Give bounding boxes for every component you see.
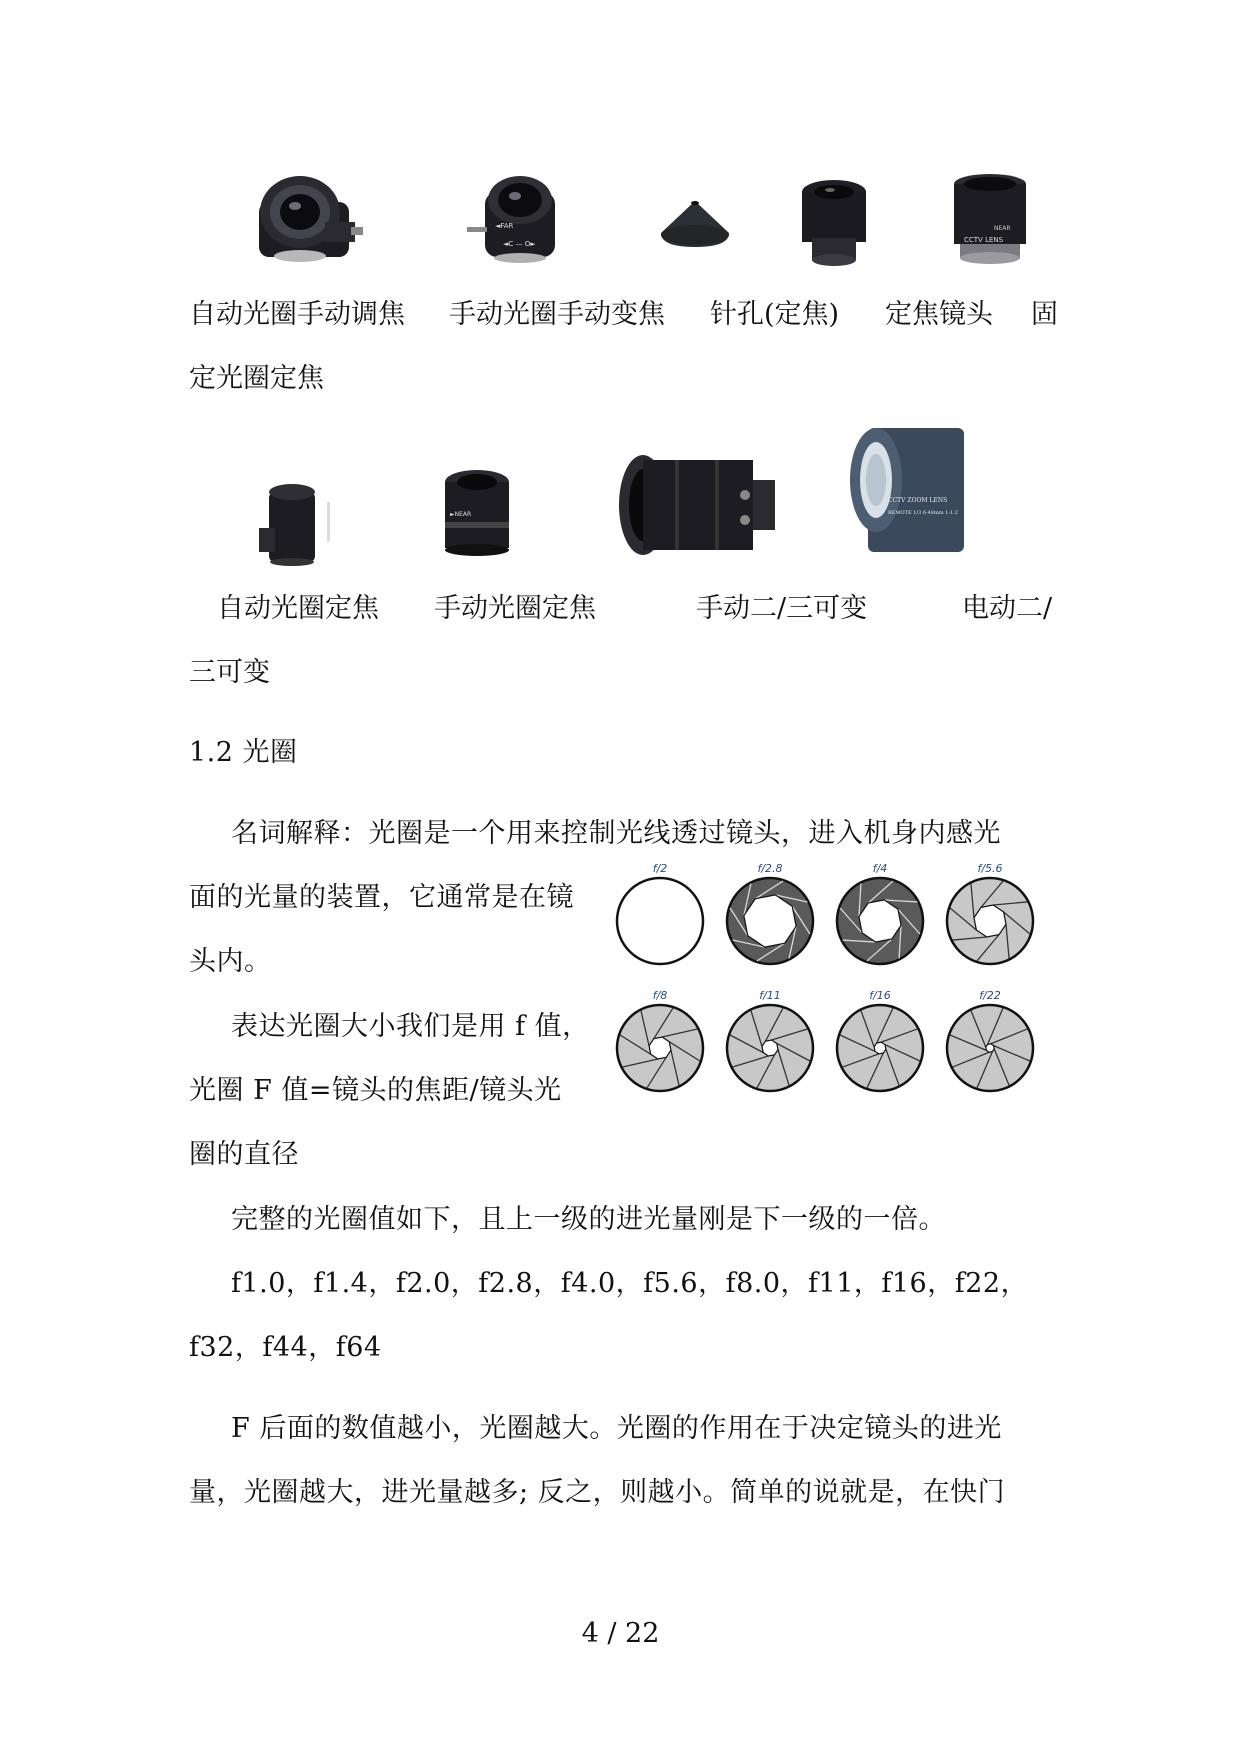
caption-pinhole: 针孔(定焦) [710,299,840,330]
aperture-f-2-8 [725,862,815,970]
aperture-label: f/22 [979,989,1001,1002]
cctv-lens-marking: CCTV LENS [964,236,1004,244]
caption-fixed-focus: 定焦镜头 [885,299,993,330]
manual-varifocal-lens-image [615,450,785,560]
pinhole-lens-image [655,195,735,255]
caption-fixed-iris-part2: 定光圈定焦 [189,363,324,394]
paragraph-definition-line3: 头内。 [189,946,272,977]
caption-motorized-varifocal-part2: 三可变 [189,657,270,688]
paragraph-fvalue-line1: 表达光圈大小我们是用 f 值， [231,1011,590,1042]
aperture-f-11 [725,989,815,1097]
motorized-varifocal-lens-image [848,420,968,560]
fixed-iris-fixed-focus-lens-image [950,172,1030,267]
far-marking: ◄FAR [495,222,514,230]
caption-manual-varifocal: 手动二/三可变 [696,593,868,624]
zoom-lens-marking-1: CCTV ZOOM LENS [888,497,948,504]
aperture-label: f/4 [872,862,888,875]
aperture-f-4 [835,862,925,970]
fixed-focus-lens-image [798,178,870,268]
manual-iris-fixed-focus-lens-image [440,468,515,558]
aperture-f-2 [615,862,705,970]
section-heading: 1.2 光圈 [189,737,298,768]
f-values-line1: f1.0，f1.4，f2.0，f2.8，f4.0，f5.6，f8.0，f11，f16，f22， [231,1268,1029,1299]
caption-motorized-varifocal-part1: 电动二/ [962,593,1053,624]
paragraph-definition-line2: 面的光量的装置，它通常是在镜 [189,882,574,913]
near-ring-marking: ►NEAR [450,511,472,518]
manual-iris-manual-zoom-lens-image [465,172,575,272]
paragraph-fvalue-line3: 圈的直径 [189,1139,299,1170]
aperture-label: f/8 [652,989,668,1002]
paragraph-fvalue-line2: 光圈 F 值=镜头的焦距/镜头光 [189,1075,562,1106]
caption-auto-iris-fixed-focus: 自动光圈定焦 [217,593,379,624]
aperture-f-22 [945,989,1035,1097]
caption-manual-iris-fixed-focus: 手动光圈定焦 [434,593,596,624]
auto-iris-manual-focus-lens-image [255,172,365,272]
f-values-line2: f32，f44，f64 [189,1332,382,1363]
paragraph-definition-line1: 名词解释：光圈是一个用来控制光线透过镜头，进入机身内感光 [231,818,1001,849]
near-marking: NEAR [994,225,1011,232]
aperture-label: f/11 [759,989,781,1002]
paragraph-aperture-effect-line2: 量，光圈越大，进光量越多; 反之，则越小。简单的说就是，在快门 [189,1477,1006,1508]
aperture-label: f/16 [869,989,891,1002]
caption-manual-iris-manual-zoom: 手动光圈手动变焦 [449,299,665,330]
aperture-f-8 [615,989,705,1097]
c-o-marking: ◄C — O► [503,240,536,248]
zoom-lens-marking-2: REMOTE 1/3 6-48mm 1:1.2 [888,510,958,516]
aperture-label: f/5.6 [977,862,1003,875]
aperture-label: f/2.8 [757,862,783,875]
paragraph-aperture-effect-line1: F 后面的数值越小，光圈越大。光圈的作用在于决定镜头的进光 [231,1413,1002,1444]
aperture-label: f/2 [652,862,668,875]
caption-fixed-iris-part1: 固 [1031,299,1058,330]
paragraph-full-aperture-values: 完整的光圈值如下，且上一级的进光量刚是下一级的一倍。 [231,1204,946,1235]
aperture-f-5-6 [945,862,1035,970]
auto-iris-fixed-focus-lens-image [255,472,335,567]
caption-auto-iris-manual-focus: 自动光圈手动调焦 [189,299,405,330]
page-number: 4 / 22 [581,1618,660,1649]
aperture-diagram [615,862,1045,1102]
aperture-f-16 [835,989,925,1097]
